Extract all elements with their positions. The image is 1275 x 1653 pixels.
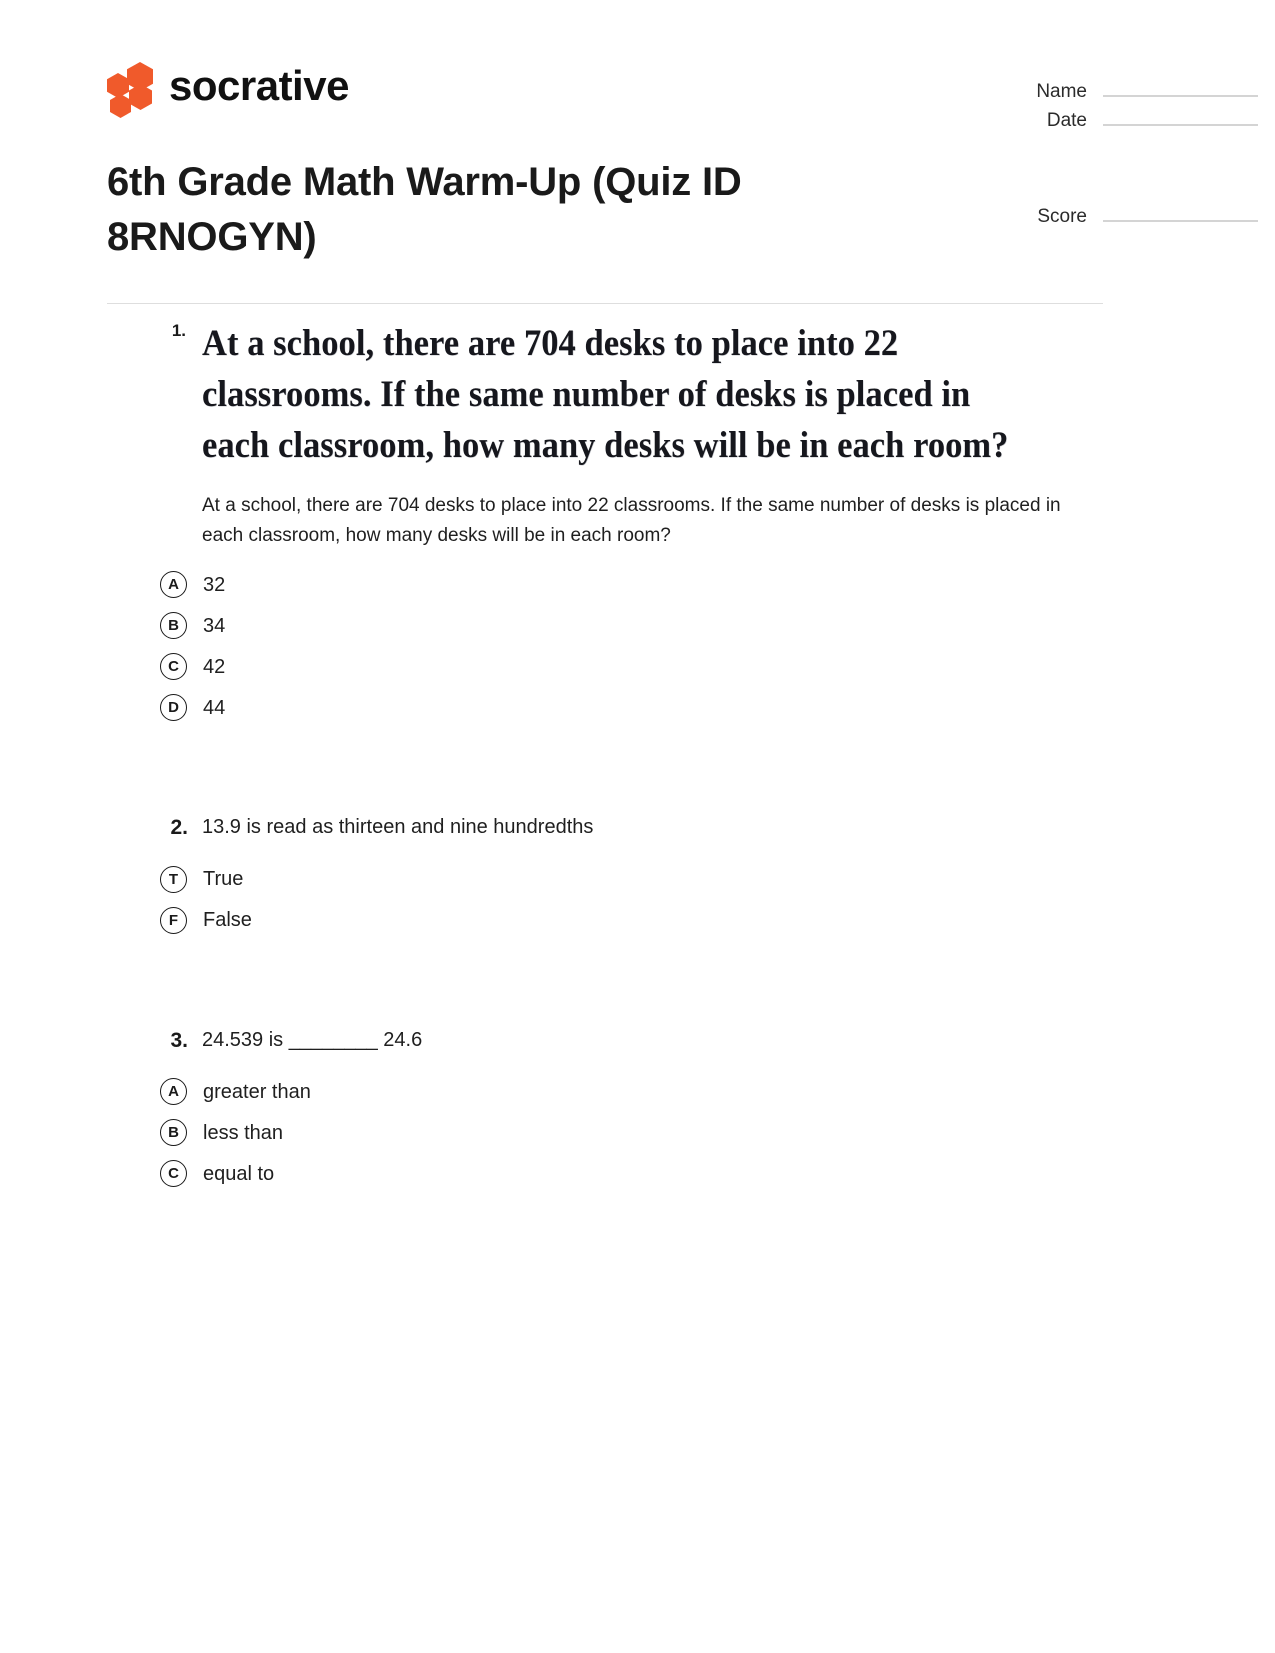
option-label: 32 <box>203 573 226 596</box>
option-label: False <box>203 909 252 932</box>
option-row[interactable] <box>160 564 1275 605</box>
date-label: Date <box>1046 110 1087 131</box>
option-row[interactable] <box>160 687 1275 728</box>
name-input-line[interactable] <box>1103 75 1258 97</box>
option-row[interactable] <box>160 1153 1275 1194</box>
hexagon-icon-middle-left <box>107 73 129 98</box>
option-bullet-a[interactable]: A <box>160 571 187 598</box>
socrative-hexagon-logo-icon <box>107 62 153 110</box>
score-label: Score <box>1037 206 1087 227</box>
option-row[interactable] <box>160 1112 1275 1153</box>
header-divider <box>107 303 1103 304</box>
question-3-text: 24.539 is ________ 24.6 <box>202 1028 423 1051</box>
option-bullet-false[interactable]: F <box>160 907 187 934</box>
question-1-options <box>0 564 1275 728</box>
question-item <box>0 812 1275 941</box>
option-bullet-true[interactable]: T <box>160 866 187 893</box>
socrative-logo <box>107 55 1103 117</box>
hexagon-icon-middle-right <box>129 84 152 110</box>
date-input-line[interactable] <box>1103 104 1258 126</box>
option-bullet-b[interactable]: B <box>160 1119 187 1146</box>
questions-list <box>0 318 1275 1238</box>
question-item <box>0 318 1275 728</box>
option-bullet-c[interactable]: C <box>160 1160 187 1187</box>
name-label: Name <box>1036 81 1087 102</box>
option-label: less than <box>203 1121 284 1144</box>
question-2-options <box>0 859 1275 941</box>
option-row[interactable] <box>160 646 1275 687</box>
brand-wordmark: socrative <box>169 62 349 109</box>
question-1-head <box>0 318 1275 471</box>
page-title: 6th Grade Math Warm-Up (Quiz ID 8RNOGYN) <box>107 160 742 260</box>
option-bullet-a[interactable]: A <box>160 1078 187 1105</box>
option-bullet-b[interactable]: B <box>160 612 187 639</box>
question-2-text: 13.9 is read as thirteen and nine hundredths <box>202 816 594 839</box>
question-2-head <box>0 812 1275 845</box>
option-label: 34 <box>203 614 226 637</box>
date-field-row <box>1015 104 1258 132</box>
question-1-caption: At a school, there are 704 desks to place into 22 classrooms. If the same number of desks is placed in each classroom, how many desks will be in each room? <box>202 495 1061 546</box>
option-row[interactable] <box>160 605 1275 646</box>
option-row[interactable] <box>160 859 1275 900</box>
option-label: equal to <box>203 1162 275 1185</box>
question-3-options <box>0 1071 1275 1194</box>
page-header <box>0 0 1275 260</box>
score-field-row <box>1015 200 1258 228</box>
question-3-number: 3. <box>170 1028 188 1052</box>
question-3-head <box>0 1025 1275 1058</box>
option-label: True <box>203 868 244 891</box>
option-row[interactable] <box>160 900 1275 941</box>
option-label: 44 <box>203 696 226 719</box>
question-1-number: 1. <box>171 321 186 340</box>
question-spacer <box>0 772 1275 812</box>
score-input-line[interactable] <box>1103 200 1258 222</box>
option-row[interactable] <box>160 1071 1275 1112</box>
option-bullet-d[interactable]: D <box>160 694 187 721</box>
question-1-body <box>202 318 1092 471</box>
question-spacer <box>0 985 1275 1025</box>
option-label: 42 <box>203 655 226 678</box>
option-label: greater than <box>203 1080 311 1103</box>
question-2-number: 2. <box>170 816 188 840</box>
question-1-image-text: At a school, there are 704 desks to place into 22 classrooms. If the same number of desks is placed in each classroom, how many desks will be in each room? <box>202 323 1009 467</box>
option-bullet-c[interactable]: C <box>160 653 187 680</box>
hexagon-icon-bottom-left <box>110 94 131 118</box>
question-item <box>0 1025 1275 1195</box>
name-field-row <box>1015 75 1258 103</box>
